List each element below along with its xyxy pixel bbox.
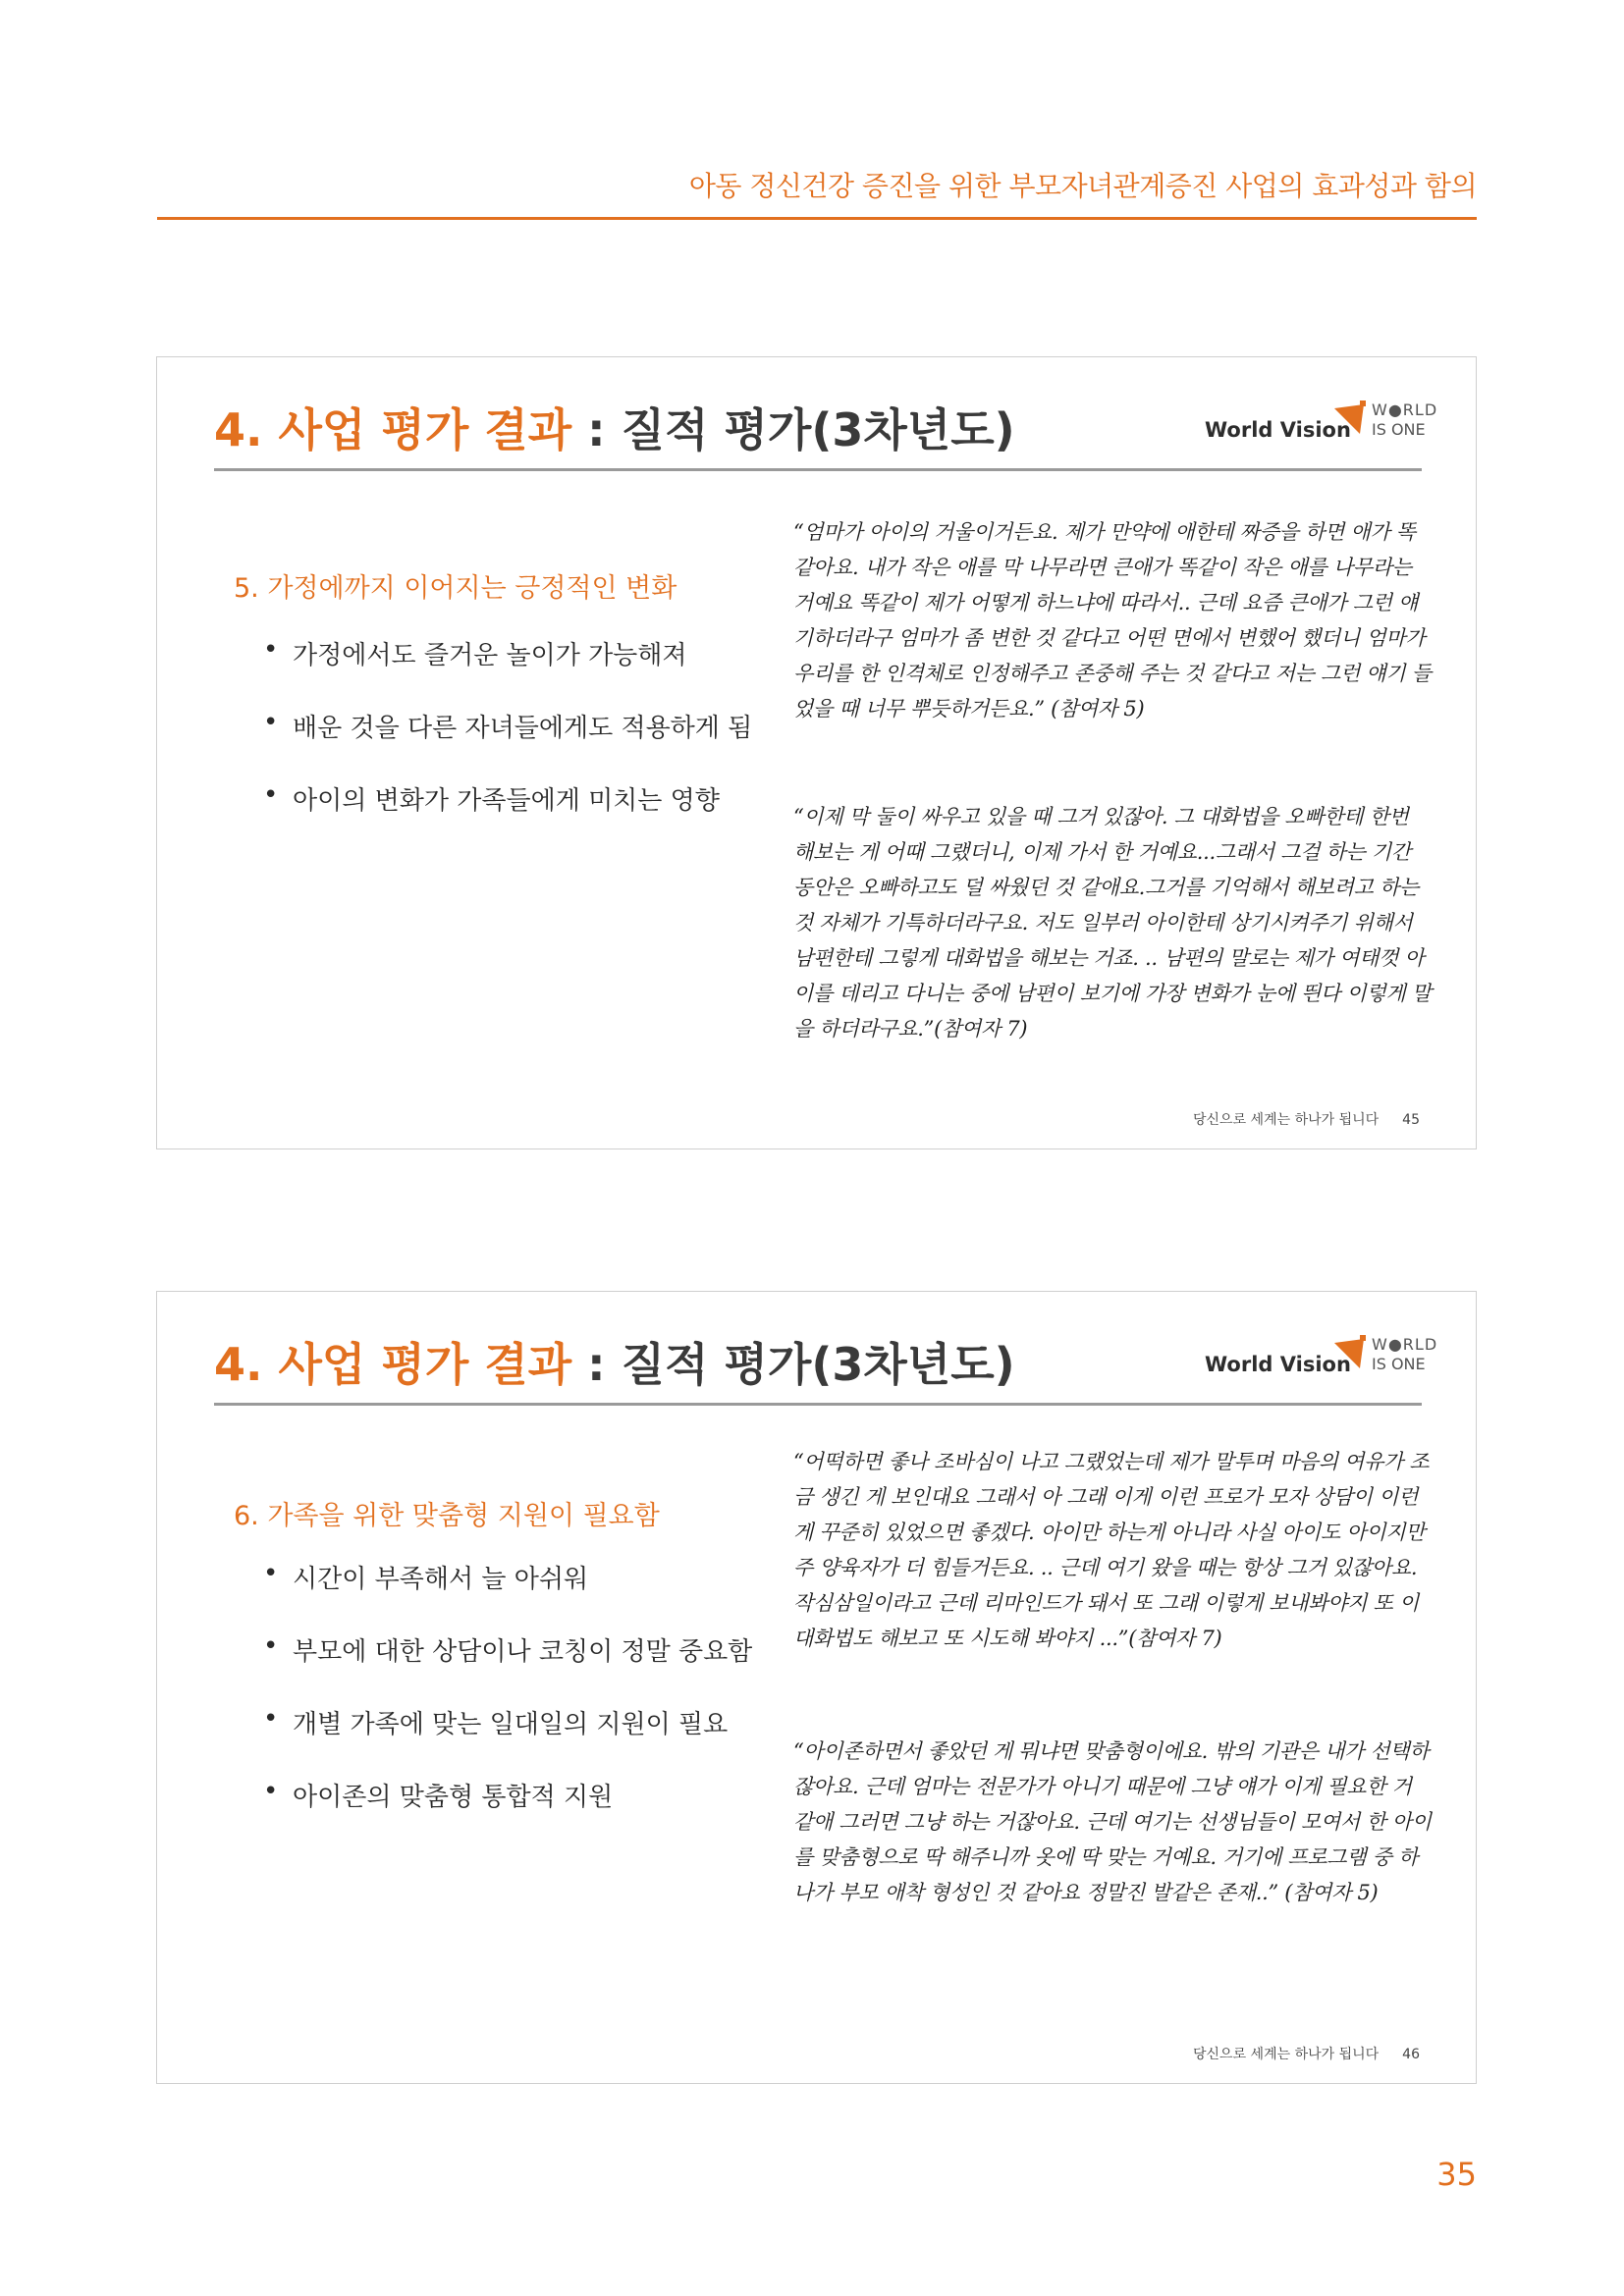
- quote-participant-5: “아이존하면서 좋았던 게 뭐냐면 맞춤형이에요. 밖의 기관은 내가 선택하잖아요. 근데 엄마는 전문가가 아니기 때문에 그냥 얘가 이게 필요한 거 같애 그러면 그냥 하는 거잖아요. 근데 여기는 선생님들이 모여서 한 아이를 맞춤형으로 딱 해주니까 옷에 딱 맞는 거예요. 거기에 프로그램 중 하나가 부모 애착 형성인 것 같아요 정말진 발같은 존재..” (참여자 5): [793, 1739, 1432, 1904]
- slide-title: [214, 395, 1015, 459]
- section-heading: 5. 가정에까지 이어지는 긍정적인 변화: [234, 573, 677, 604]
- title-rule: [214, 468, 1422, 471]
- quote-participant-7: “어떡하면 좋나 조바심이 나고 그랬었는데 제가 말투며 마음의 여유가 조금 생긴 게 보인대요 그래서 아 그래 이게 이런 프로가 모자 상담이 이런 게 꾸준히 있었으면 좋겠다. 아이만 하는게 아니라 사실 아이도 아이지만 주 양육자가 더 힘들거든요. .. 근데 여기 왔을 때는 항상 그거 있잖아요. 작심삼일이라고 근데 리마인드가 돼서 또 그래 이렇게 보내봐야지 또 이 대화법도 해보고 또 시도해 봐야지 ...”(참여자 7): [793, 1450, 1430, 1650]
- page-number: 35: [1436, 2156, 1477, 2193]
- slide-footer: [1193, 2044, 1420, 2063]
- slide-footer: [1193, 1109, 1420, 1129]
- world-vision-flag-icon: [1334, 1335, 1370, 1372]
- bullet-list: [263, 1559, 752, 1813]
- world-vision-logo: [1205, 1333, 1438, 1384]
- slide-title: [214, 1329, 1015, 1394]
- title-rule: [214, 1403, 1422, 1406]
- slide-footer-text: 당신으로 세계는 하나가 됩니다: [1193, 2047, 1380, 2062]
- quote-participant-5: “엄마가 아이의 거울이거든요. 제가 만약에 애한테 짜증을 하면 애가 똑같아요. 내가 작은 애를 막 나무라면 큰애가 똑같이 작은 애를 나무라는 거예요 똑같이 제가 어떻게 하느냐에 따라서.. 근데 요즘 큰애가 그런 얘기하더라구 엄마가 좀 변한 것 같다고 어떤 면에서 변했어 했더니 엄마가 우리를 한 인격체로 인정해주고 존중해 주는 것 같다고 저는 그런 얘기 들었을 때 너무 뿌듯하거든요.” (참여자 5): [793, 520, 1432, 721]
- slide-46: [156, 1291, 1477, 2084]
- bullet-item: • 시간이 부족해서 늘 아쉬워: [263, 1559, 752, 1595]
- slide-number: 46: [1402, 2047, 1420, 2062]
- bullet-item: • 배운 것을 다른 자녀들에게도 적용하게 됨: [263, 708, 752, 744]
- header-rule: [157, 217, 1477, 220]
- slide-title-main: 4. 사업 평가 결과: [214, 403, 588, 456]
- tagline-world: W●RLD: [1372, 1335, 1438, 1354]
- slide-45: [156, 356, 1477, 1149]
- bullet-item: • 가정에서도 즐거운 놀이가 가능해져: [263, 635, 752, 671]
- slide-title-sub: : 질적 평가(3차년도): [587, 403, 1015, 456]
- quote-participant-7: “이제 막 둘이 싸우고 있을 때 그거 있잖아. 그 대화법을 오빠한테 한번 해보는 게 어때 그랬더니, 이제 가서 한 거예요...그래서 그걸 하는 기간 동안은 오빠하고도 덜 싸웠던 것 같애요.그거를 기억해서 해보려고 하는 것 자체가 기특하더라구요. 저도 일부러 아이한테 상기시켜주기 위해서 남편한테 그렇게 대화법을 해보는 거죠. .. 남편의 말로는 제가 여태껏 아이를 데리고 다니는 중에 남편이 보기에 가장 변화가 눈에 띈다 이렇게 말을 하더라구요.”(참여자 7): [793, 805, 1432, 1041]
- slide-title-main: 4. 사업 평가 결과: [214, 1338, 588, 1391]
- section-heading: 6. 가족을 위한 맞춤형 지원이 필요함: [234, 1501, 660, 1531]
- logo-text: World Vision: [1205, 418, 1351, 442]
- running-head: 아동 정신건강 증진을 위한 부모자녀관계증진 사업의 효과성과 함의: [688, 170, 1477, 202]
- bullet-item: • 개별 가족에 맞는 일대일의 지원이 필요: [263, 1704, 752, 1740]
- slide-number: 45: [1402, 1112, 1420, 1128]
- slide-title-sub: : 질적 평가(3차년도): [587, 1338, 1015, 1391]
- bullet-item: • 아이의 변화가 가족들에게 미치는 영향: [263, 780, 752, 817]
- bullet-item: • 아이존의 맞춤형 통합적 지원: [263, 1777, 752, 1813]
- tagline-is-one: IS ONE: [1372, 1355, 1426, 1373]
- slide-footer-text: 당신으로 세계는 하나가 됩니다: [1193, 1112, 1380, 1128]
- logo-text: World Vision: [1205, 1353, 1351, 1376]
- tagline-world: W●RLD: [1372, 400, 1438, 419]
- bullet-list: [263, 635, 752, 817]
- bullet-item: • 부모에 대한 상담이나 코칭이 정말 중요함: [263, 1631, 752, 1668]
- tagline-is-one: IS ONE: [1372, 420, 1426, 439]
- world-vision-flag-icon: [1334, 400, 1370, 438]
- world-vision-logo: [1205, 399, 1438, 450]
